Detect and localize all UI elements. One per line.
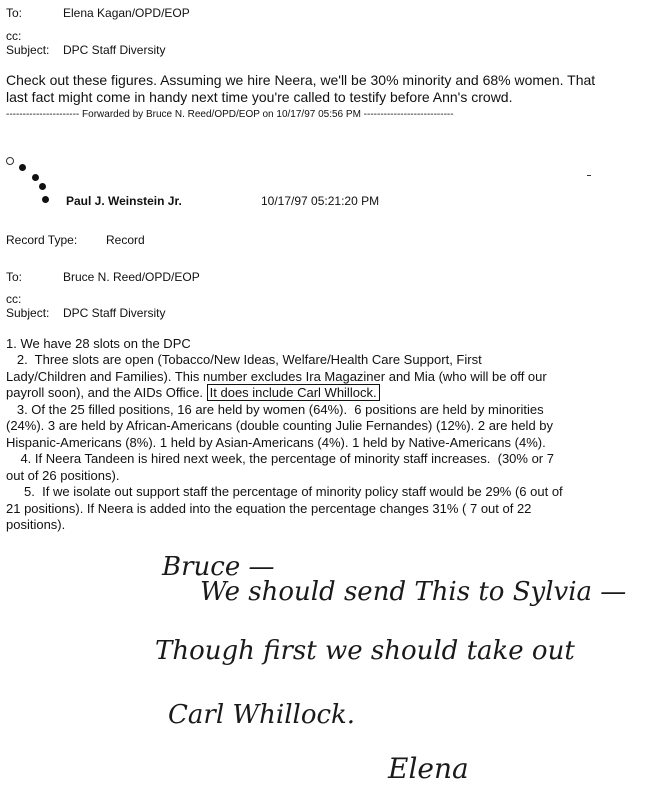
handwritten-signature: Elena <box>388 752 469 785</box>
to-label: To: <box>6 6 23 20</box>
to-value-2: Bruce N. Reed/OPD/EOP <box>63 270 200 284</box>
cc-label: cc: <box>6 29 22 43</box>
sender-timestamp: 10/17/97 05:21:20 PM <box>261 194 380 208</box>
subject-label-2: Subject: <box>6 306 50 320</box>
record-type-value: Record <box>106 233 145 247</box>
subject-value: DPC Staff Diversity <box>63 43 166 57</box>
point-5-line-2: 21 positions). If Neera is added into the equation the percentage changes 31% ( 7 out of 22 <box>6 501 532 516</box>
point-5-line-1: 5. If we isolate out support staff the percentage of minority policy staff would be 29% (6 out of <box>6 484 563 499</box>
point-3-line-2: (24%). 3 are held by African-Americans (double counting Julie Fernandes) (12%). 2 are held by <box>6 418 554 433</box>
point-5-line-3: positions). <box>6 517 66 532</box>
margin-mark <box>587 175 591 176</box>
cc-label-2: cc: <box>6 292 22 306</box>
point-1: 1. We have 28 slots on the DPC <box>6 336 191 351</box>
subject-label: Subject: <box>6 43 50 57</box>
handwritten-line-4: Carl Whillock. <box>168 700 356 730</box>
forward-line: ---------------------- Forwarded by Bruce N. Reed/OPD/EOP on 10/17/97 05:56 PM --------------------------- <box>6 109 454 120</box>
point-2-line-2: Lady/Children and Families). This number excludes Ira Magaziner and Mia (who will be off our <box>6 369 547 384</box>
point-2-line-1: 2. Three slots are open (Tobacco/New Ideas, Welfare/Health Care Support, First <box>6 352 482 367</box>
point-2-line-3-text: payroll soon), and the AIDs Office. <box>6 385 207 400</box>
boxed-note: It does include Carl Whillock. <box>207 384 380 401</box>
point-4-line-2: out of 26 positions). <box>6 468 120 483</box>
handwritten-line-3: Though first we should take out <box>155 636 575 666</box>
handwritten-line-1: Bruce — <box>162 552 275 582</box>
point-3-line-3: Hispanic-Americans (8%). 1 held by Asian-Americans (4%). 1 held by Native-Americans (4%). <box>6 435 546 450</box>
sender-name: Paul J. Weinstein Jr. <box>66 194 182 208</box>
intro-line-1: Check out these figures. Assuming we hire Neera, we'll be 30% minority and 68% women. That <box>6 72 596 88</box>
intro-line-2: last fact might come in handy next time you're called to testify before Ann's crowd. <box>6 89 513 105</box>
record-type-label: Record Type: <box>6 233 78 247</box>
point-3-line-1: 3. Of the 25 filled positions, 16 are held by women (64%). 6 positions are held by minorities <box>6 402 544 417</box>
subject-value-2: DPC Staff Diversity <box>63 306 166 320</box>
to-value: Elena Kagan/OPD/EOP <box>63 6 190 20</box>
point-4-line-1: 4. If Neera Tandeen is hired next week, the percentage of minority staff increases. (30% or 7 <box>6 451 554 466</box>
point-2-line-3 <box>6 385 380 401</box>
handwritten-line-2: We should send This to Sylvia — <box>200 577 627 607</box>
to-label-2: To: <box>6 270 23 284</box>
